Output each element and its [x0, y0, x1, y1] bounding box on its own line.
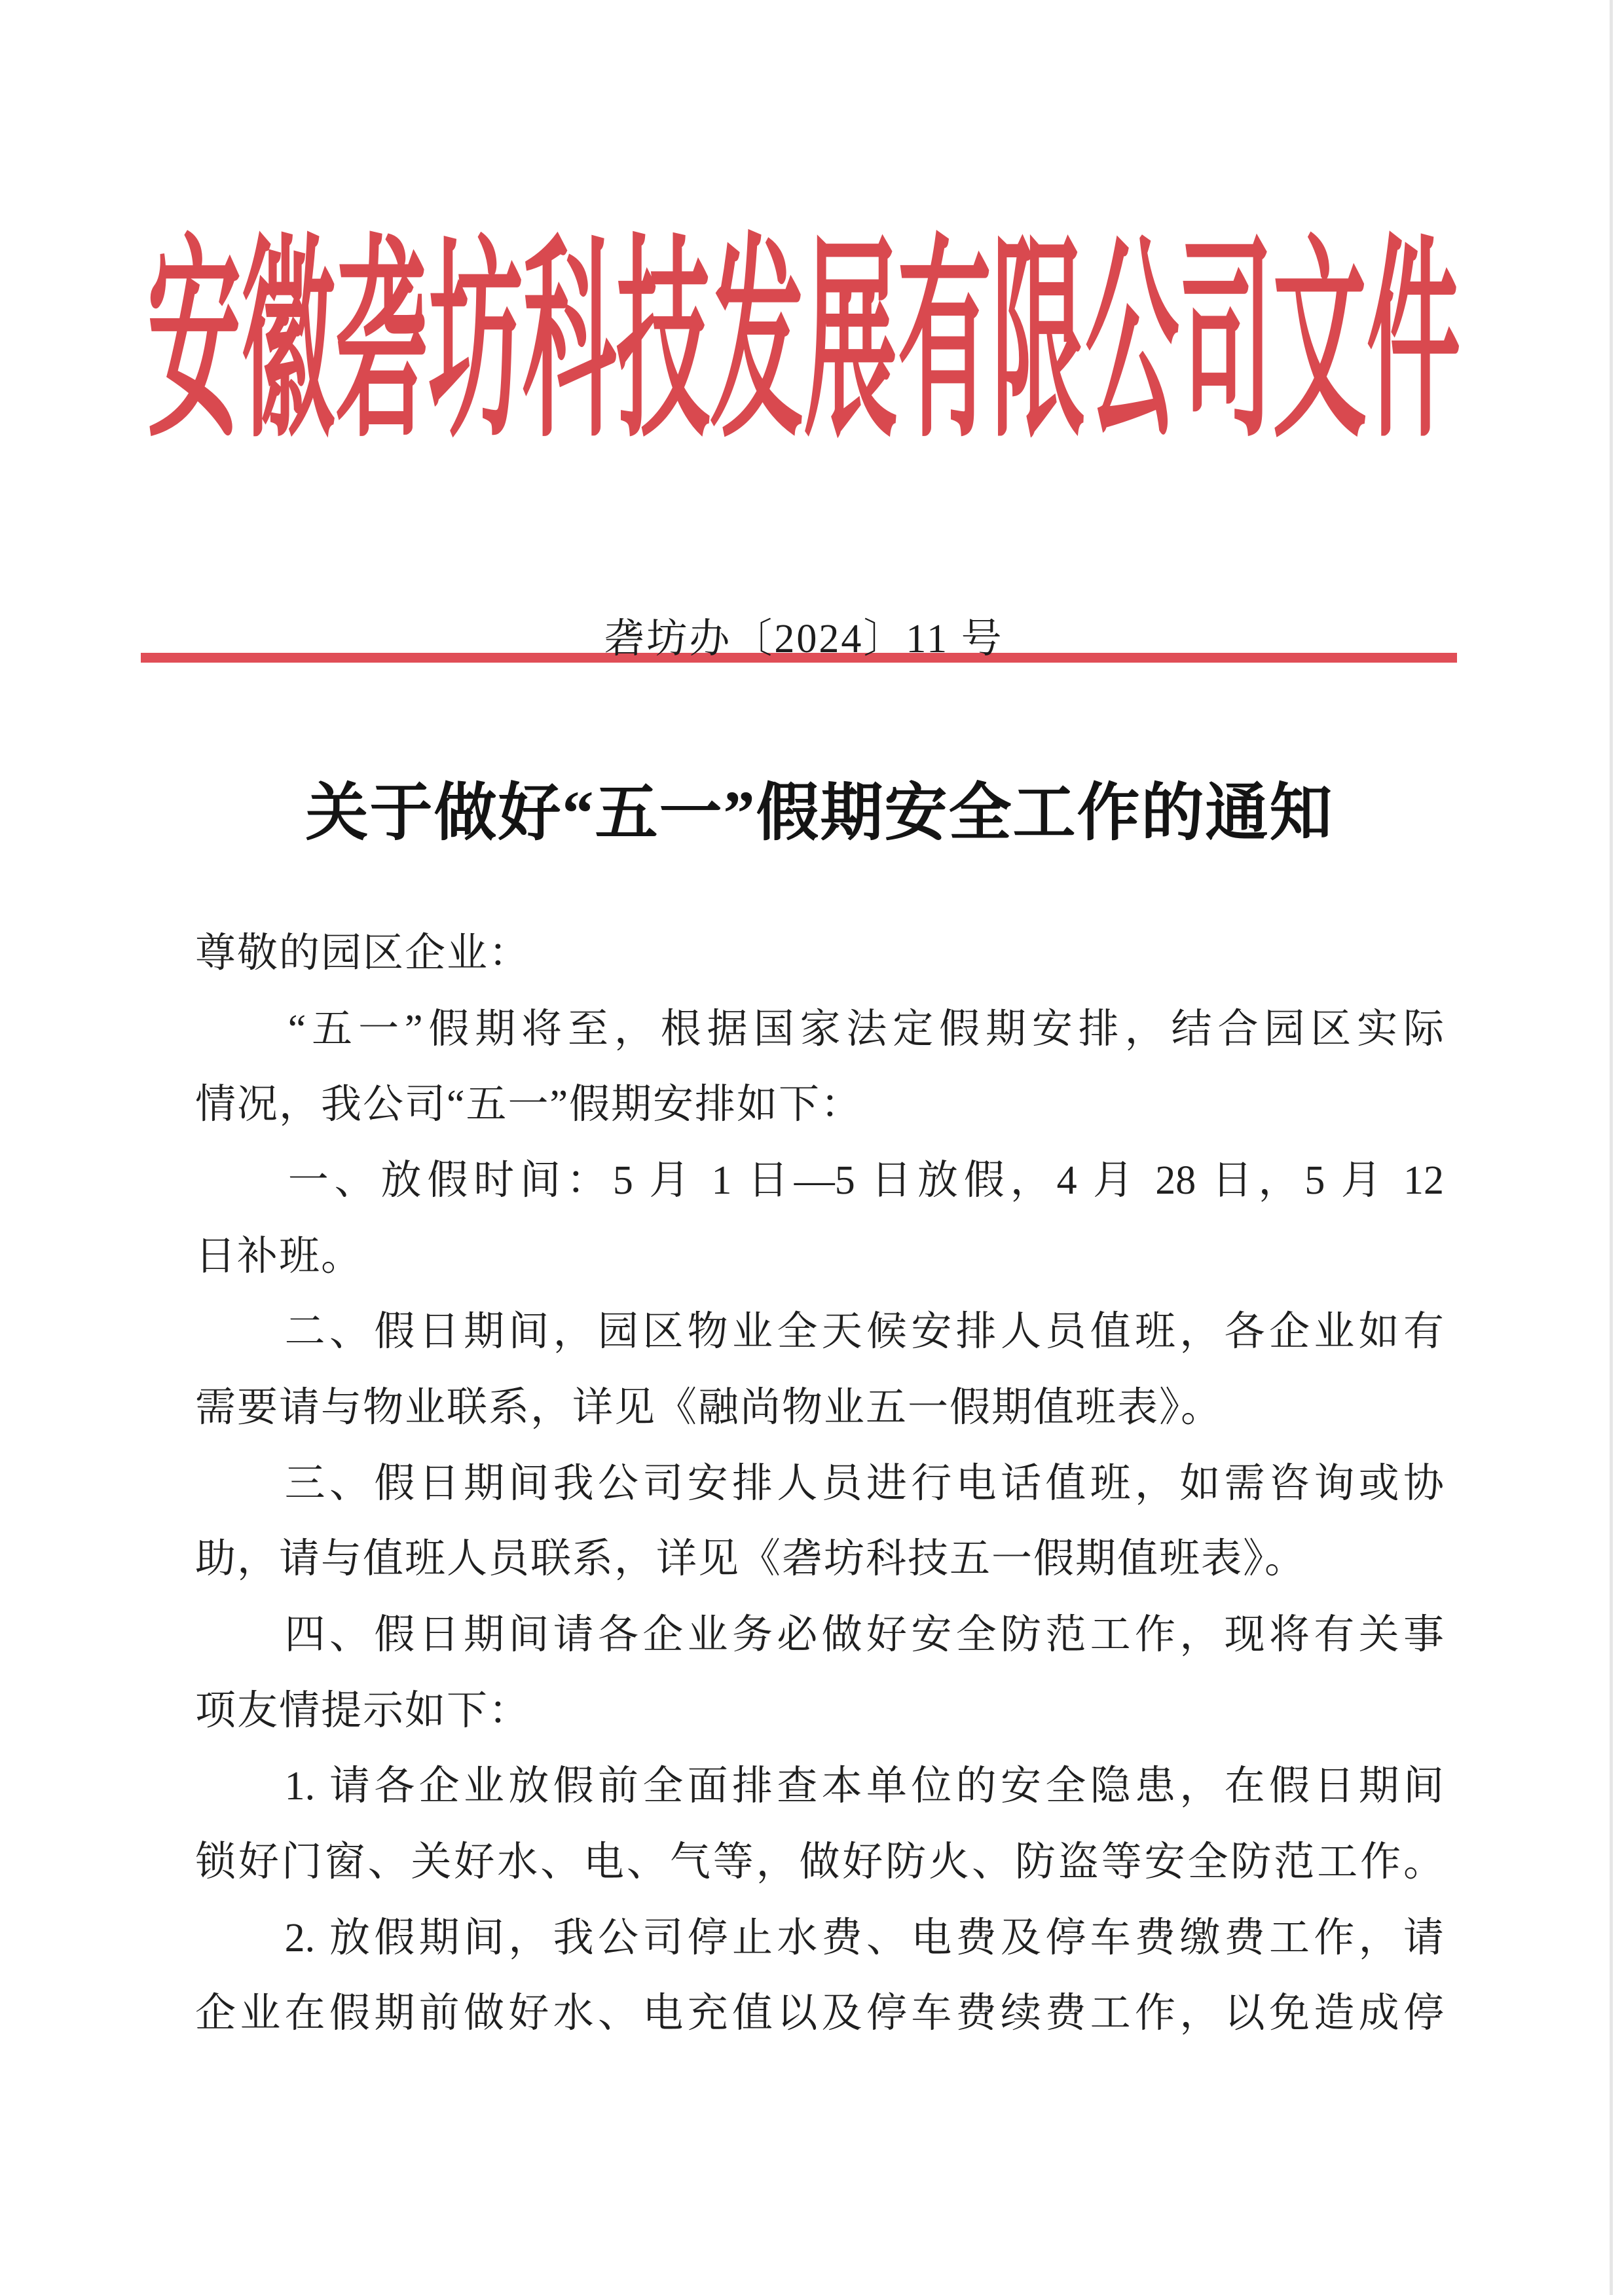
- document-number: 砻坊办〔2024〕11 号: [604, 617, 1004, 661]
- body-line: 项友情提示如下：: [195, 1688, 531, 1733]
- body-line: 尊敬的园区企业：: [195, 931, 531, 976]
- red-header: [147, 224, 1461, 463]
- notice-title: 关于做好“五一”假期安全工作的通知: [305, 778, 1334, 848]
- body-line: 一、放假时间：5 月 1 日—5 日放假，4 月 28 日，5 月 12: [195, 1158, 1444, 1203]
- body-line: 锁好门窗、关好水、电、气等，做好防火、防盗等安全防范工作。: [195, 1839, 1444, 1884]
- organization-title: 安徽砻坊科技发展有限公司文件: [147, 224, 1461, 463]
- body-text: [195, 916, 1444, 2052]
- scan-edge-shadow: [1610, 0, 1613, 2295]
- body-line: 四、假日期间请各企业务必做好安全防范工作，现将有关事: [195, 1612, 1444, 1657]
- body-line: “五一”假期将至，根据国家法定假期安排，结合园区实际: [195, 1006, 1444, 1052]
- body-line: 助，请与值班人员联系，详见《砻坊科技五一假期值班表》。: [195, 1537, 1307, 1582]
- body-line: 2. 放假期间，我公司停止水费、电费及停车费缴费工作，请: [195, 1915, 1444, 1960]
- body-line: 情况，我公司“五一”假期安排如下：: [195, 1082, 863, 1128]
- body-line: 三、假日期间我公司安排人员进行电话值班，如需咨询或协: [195, 1461, 1444, 1506]
- body-line: 二、假日期间，园区物业全天候安排人员值班，各企业如有: [195, 1310, 1444, 1355]
- body-line: 企业在假期前做好水、电充值以及停车费续费工作，以免造成停: [195, 1991, 1444, 2036]
- body-line: 1. 请各企业放假前全面排查本单位的安全隐患，在假日期间: [195, 1764, 1444, 1809]
- body-line: 需要请与物业联系，详见《融尚物业五一假期值班表》。: [195, 1385, 1223, 1430]
- body-line: 日补班。: [195, 1234, 363, 1279]
